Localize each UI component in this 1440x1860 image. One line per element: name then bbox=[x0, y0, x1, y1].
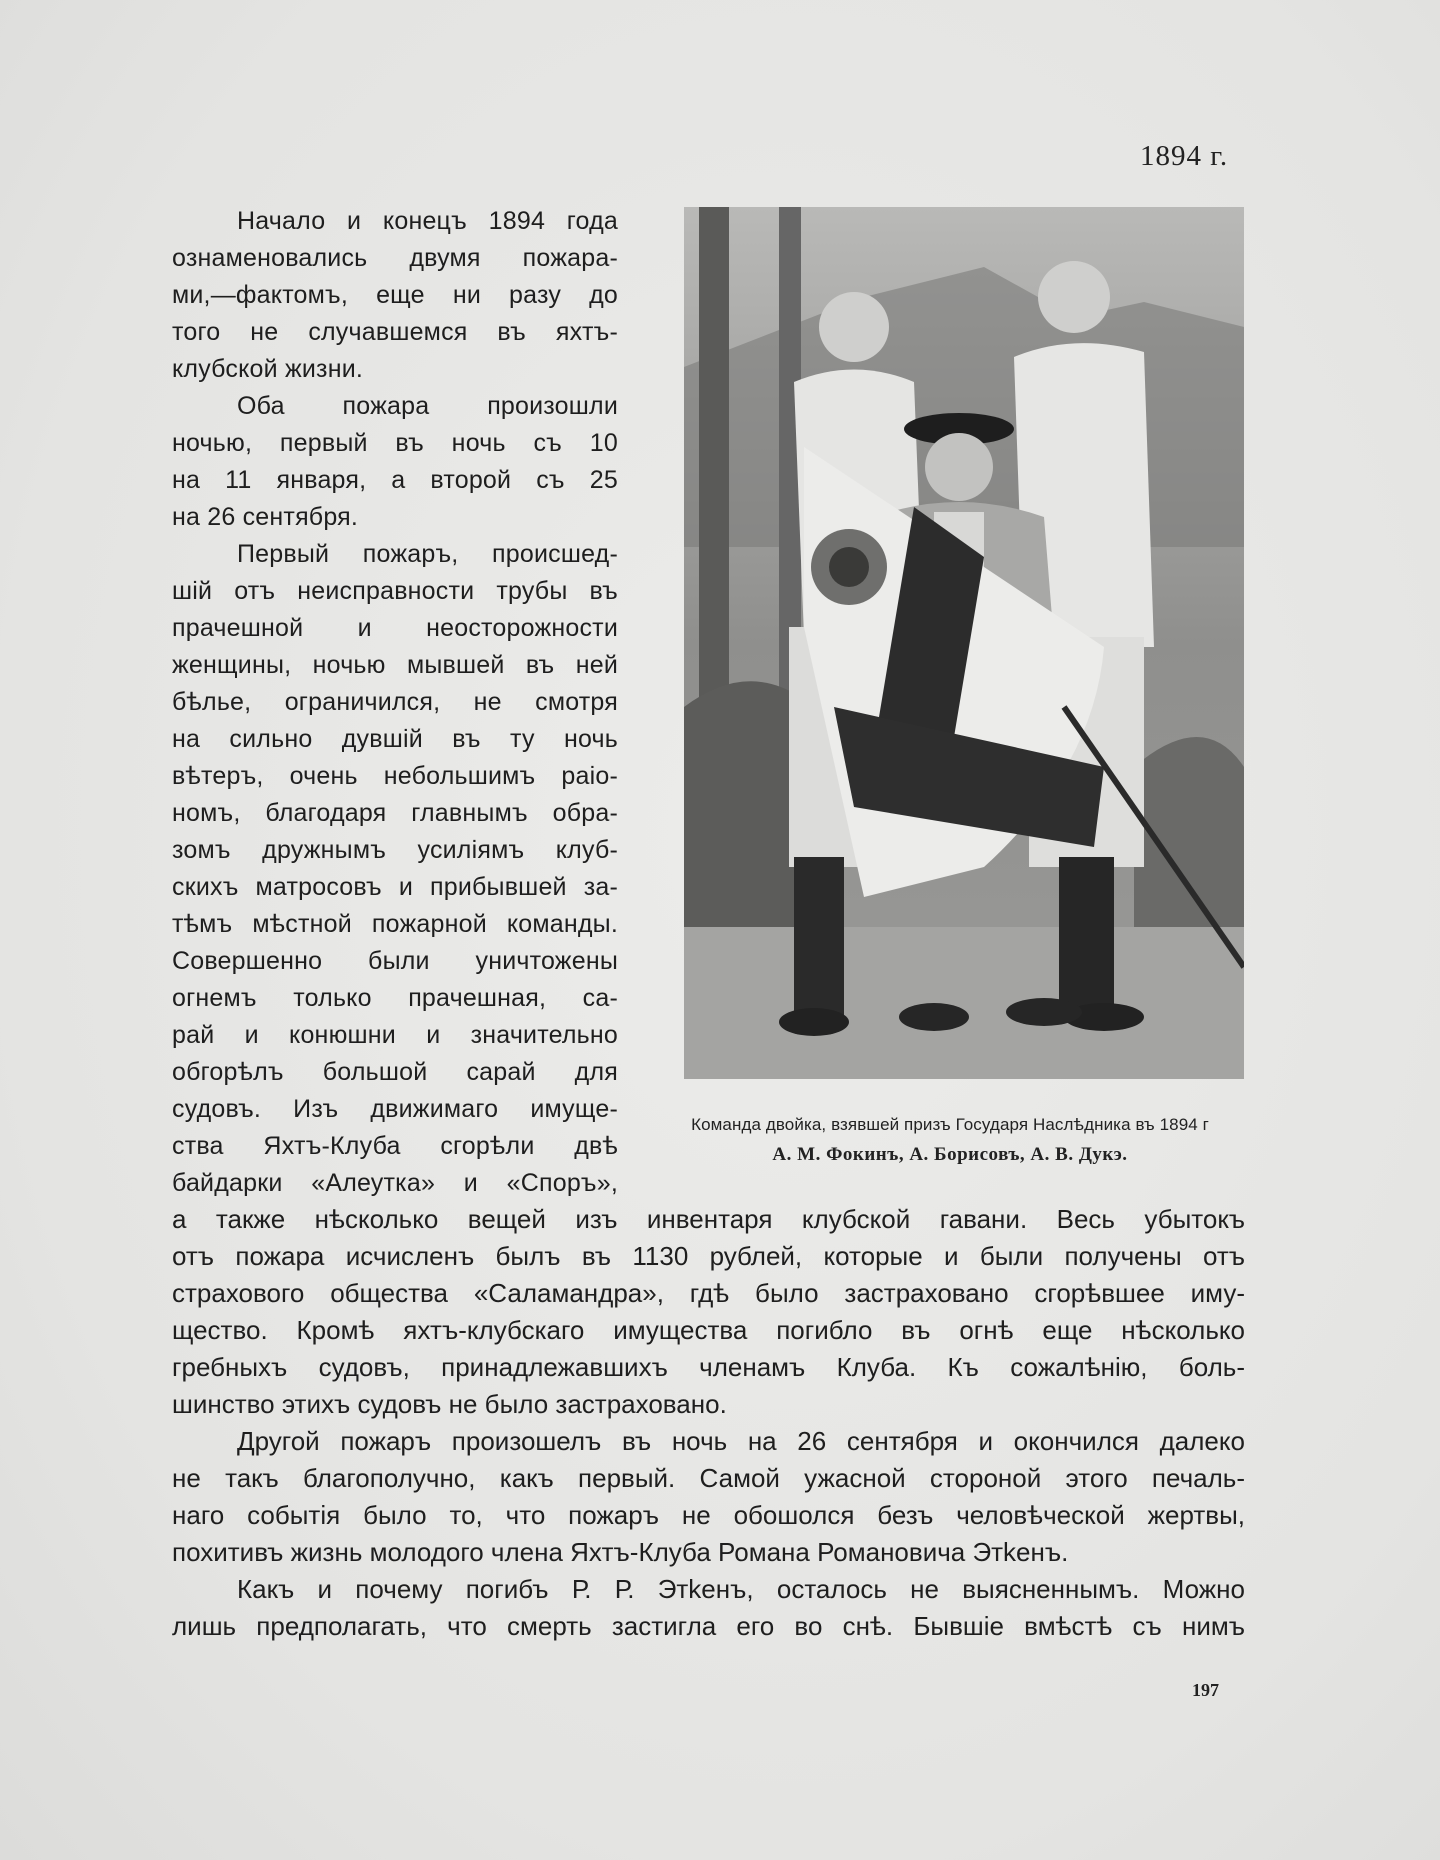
text-line: женщины, ночью мывшей въ ней bbox=[172, 651, 618, 679]
text-line: Оба пожара произошли bbox=[237, 392, 618, 420]
text-line: скихъ матросовъ и прибывшей за- bbox=[172, 873, 618, 901]
paragraph bbox=[172, 1201, 1245, 1423]
text-line: отъ пожара исчисленъ былъ въ 1130 рублей, которые и были получены отъ bbox=[172, 1241, 1245, 1271]
text-line: бѣлье, ограничился, не смотря bbox=[172, 688, 618, 716]
text-line: клубской жизни. bbox=[172, 355, 364, 383]
text-line: байдарки «Алеутка» и «Споръ», bbox=[172, 1169, 618, 1197]
paragraph bbox=[172, 536, 618, 1202]
text-line: на сильно дувшій въ ту ночь bbox=[172, 725, 618, 753]
text-line: наго событія было то, что пожаръ не обошолся безъ человѣческой жертвы, bbox=[172, 1500, 1245, 1530]
text-line: Первый пожаръ, происшед- bbox=[237, 540, 618, 568]
text-line: лишь предполагать, что смерть застигла его во снѣ. Бывшіе вмѣстѣ съ нимъ bbox=[172, 1611, 1245, 1641]
page-number: 197 bbox=[1192, 1680, 1219, 1700]
text-line: того не случавшемся въ яхтъ- bbox=[172, 318, 618, 346]
text-line: вѣтеръ, очень небольшимъ раіо- bbox=[172, 762, 618, 790]
text-line: Начало и конецъ 1894 года bbox=[237, 207, 618, 235]
text-line: рай и конюшни и значительно bbox=[172, 1021, 618, 1049]
text-line: а также нѣсколько вещей изъ инвентаря клубской гавани. Весь убытокъ bbox=[172, 1204, 1245, 1234]
photograph-rowing-team bbox=[684, 207, 1244, 1079]
text-line: тѣмъ мѣстной пожарной команды. bbox=[172, 910, 618, 938]
text-line: огнемъ только прачешная, са- bbox=[172, 984, 618, 1012]
text-line: номъ, благодаря главнымъ обра- bbox=[172, 799, 618, 827]
paragraph bbox=[172, 1423, 1245, 1571]
text-line: Какъ и почему погибъ Р. Р. Этkенъ, осталось не выясненнымъ. Можно bbox=[237, 1574, 1245, 1604]
paragraph bbox=[172, 1571, 1245, 1645]
text-line: шій отъ неисправности трубы въ bbox=[172, 577, 618, 605]
text-line: ночью, первый въ ночь съ 10 bbox=[172, 429, 618, 457]
text-line: ства Яхтъ-Клуба сгорѣли двѣ bbox=[172, 1132, 618, 1160]
text-line: не такъ благополучно, какъ первый. Самой ужасной стороной этого печаль- bbox=[172, 1463, 1245, 1493]
photo-caption: Команда двойка, взявшей призъ Государя Наслѣдника въ 1894 г bbox=[691, 1115, 1209, 1134]
full-width-text bbox=[172, 1201, 1245, 1645]
text-line: гребныхъ судовъ, принадлежавшихъ членамъ Клуба. Къ сожалѣнію, боль- bbox=[172, 1352, 1245, 1382]
text-line: на 11 января, а второй съ 25 bbox=[172, 466, 618, 494]
text-line: Другой пожаръ произошелъ въ ночь на 26 сентября и окончился далеко bbox=[237, 1426, 1245, 1456]
text-line: ми,—фактомъ, еще ни разу до bbox=[172, 281, 618, 309]
text-line: прачешной и неосторожности bbox=[172, 614, 618, 642]
text-line: зомъ дружнымъ усиліямъ клуб- bbox=[172, 836, 618, 864]
paragraph bbox=[172, 388, 618, 536]
text-line: судовъ. Изъ движимаго имуще- bbox=[172, 1095, 618, 1123]
text-line: страхового общества «Саламандра», гдѣ было застраховано сгорѣвшее иму- bbox=[172, 1278, 1245, 1308]
running-head-year: 1894 г. bbox=[1140, 140, 1229, 172]
text-line: ознаменовались двумя пожара- bbox=[172, 244, 618, 272]
paragraph bbox=[172, 203, 618, 388]
text-line: щество. Кромѣ яхтъ-клубскаго имущества погибло въ огнѣ еще нѣсколько bbox=[172, 1315, 1245, 1345]
text-line: похитивъ жизнь молодого члена Яхтъ-Клуба Романа Романовича Этkенъ. bbox=[172, 1537, 1069, 1567]
photo-caption-names: А. М. Фокинъ, А. Борисовъ, А. В. Дукэ. bbox=[772, 1144, 1128, 1165]
text-line: на 26 сентября. bbox=[172, 503, 359, 531]
text-line: шинство этихъ судовъ не было застраховано. bbox=[172, 1389, 727, 1419]
left-column-text bbox=[172, 203, 618, 1202]
photo-illustration bbox=[684, 207, 1244, 1079]
text-line: обгорѣлъ большой сарай для bbox=[172, 1058, 618, 1086]
text-line: Совершенно были уничтожены bbox=[172, 947, 618, 975]
